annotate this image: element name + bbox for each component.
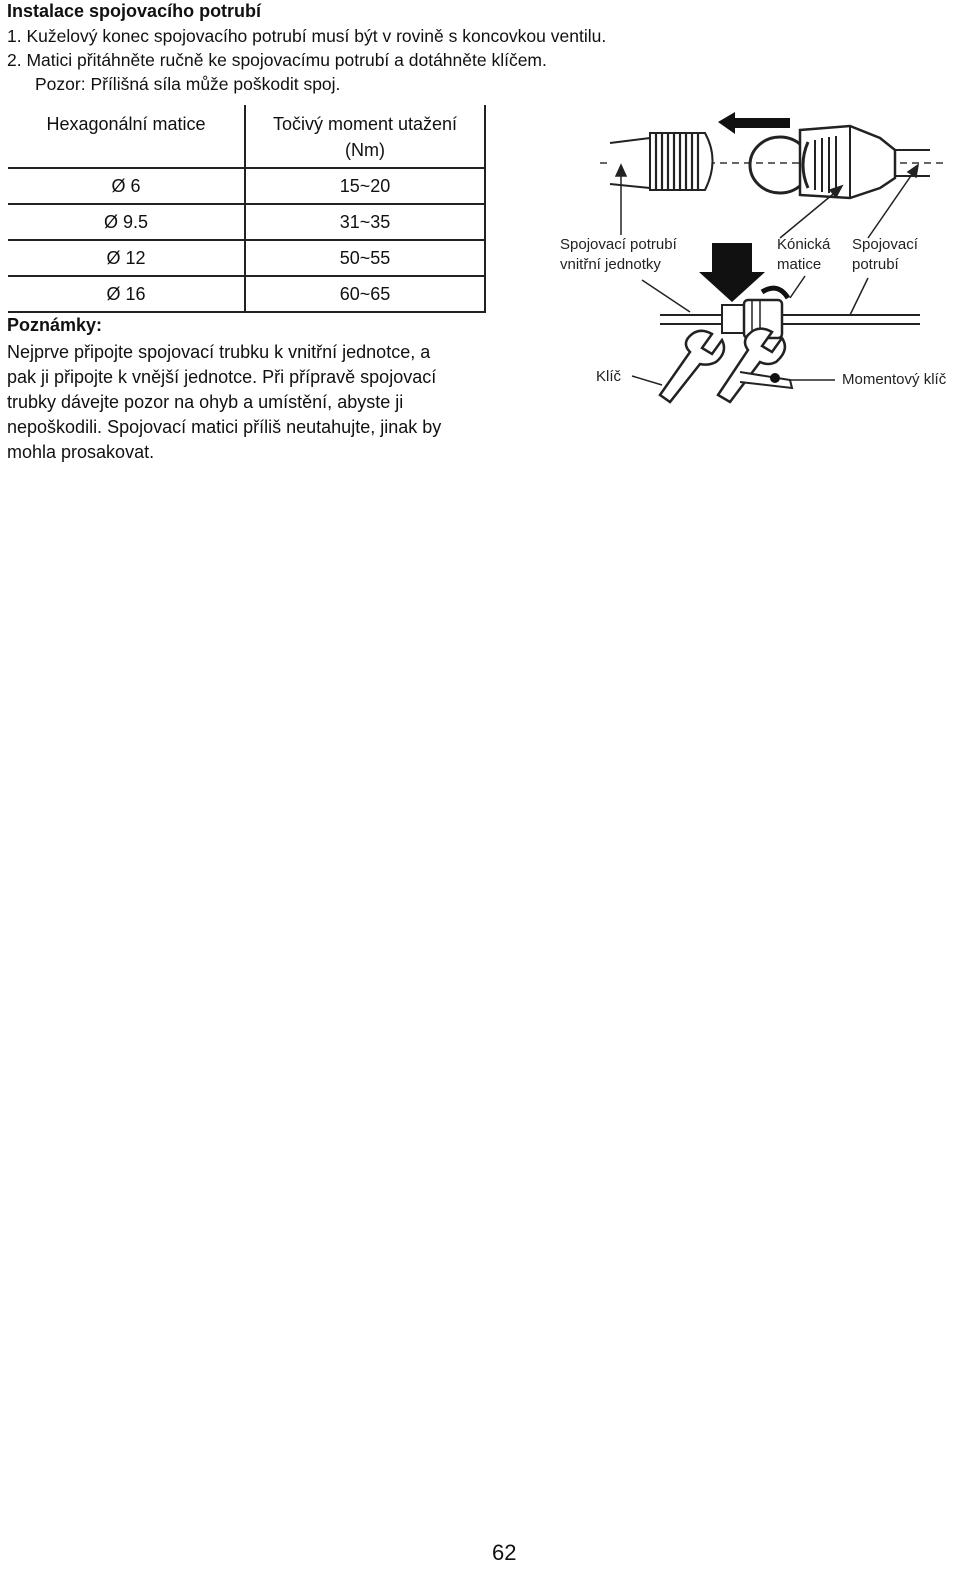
nut-size: Ø 16: [8, 276, 245, 312]
label-connecting-pipe: Spojovací potrubí: [852, 236, 918, 273]
indoor-pipe-illustration: [610, 133, 713, 190]
torque-value: 50~55: [245, 240, 485, 276]
label-wrench: Klíč: [596, 368, 622, 385]
header-nut: Hexagonální matice: [8, 105, 245, 168]
torque-wrench-icon: [718, 329, 792, 402]
label-torque-wrench: Momentový klíč: [842, 371, 947, 388]
nut-size: Ø 6: [8, 168, 245, 204]
step-1: 1. Kuželový konec spojovacího potrubí musí být v rovině s koncovkou ventilu.: [7, 26, 607, 46]
torque-value: 60~65: [245, 276, 485, 312]
step-2-warning: Pozor: Přílišná síla může poškodit spoj.: [35, 74, 341, 94]
label-flare-nut: Kónická matice: [777, 236, 831, 273]
arrow-left-icon: [718, 112, 790, 134]
flare-connection-illustration: [0, 0, 960, 420]
notes-text: Nejprve připojte spojovací trubku k vnitřní jednotce, a pak ji připojte k vnější jednotce. Při přípravě spojovací trubky dávejte pozor na ohyb a umístění, abyste ji nepoškodili. Spojovací matici příliš neutahujte, jinak by mohla prosakovat.: [7, 342, 442, 462]
arrow-down-icon: [699, 243, 765, 302]
step-2: 2. Matici přitáhněte ručně ke spojovacímu potrubí a dotáhněte klíčem.: [7, 50, 547, 70]
page-number: 62: [492, 1540, 517, 1565]
notes-title: Poznámky:: [7, 315, 103, 335]
section-heading: Instalace spojovacího potrubí: [7, 1, 262, 21]
wrench-icon: [660, 331, 724, 402]
header-torque: Točivý moment utažení (Nm): [245, 105, 485, 168]
nut-size: Ø 12: [8, 240, 245, 276]
label-indoor-pipe: Spojovací potrubí vnitřní jednotky: [560, 236, 677, 273]
torque-value: 31~35: [245, 204, 485, 240]
flare-nut-illustration: [800, 126, 930, 198]
torque-value: 15~20: [245, 168, 485, 204]
nut-size: Ø 9.5: [8, 204, 245, 240]
